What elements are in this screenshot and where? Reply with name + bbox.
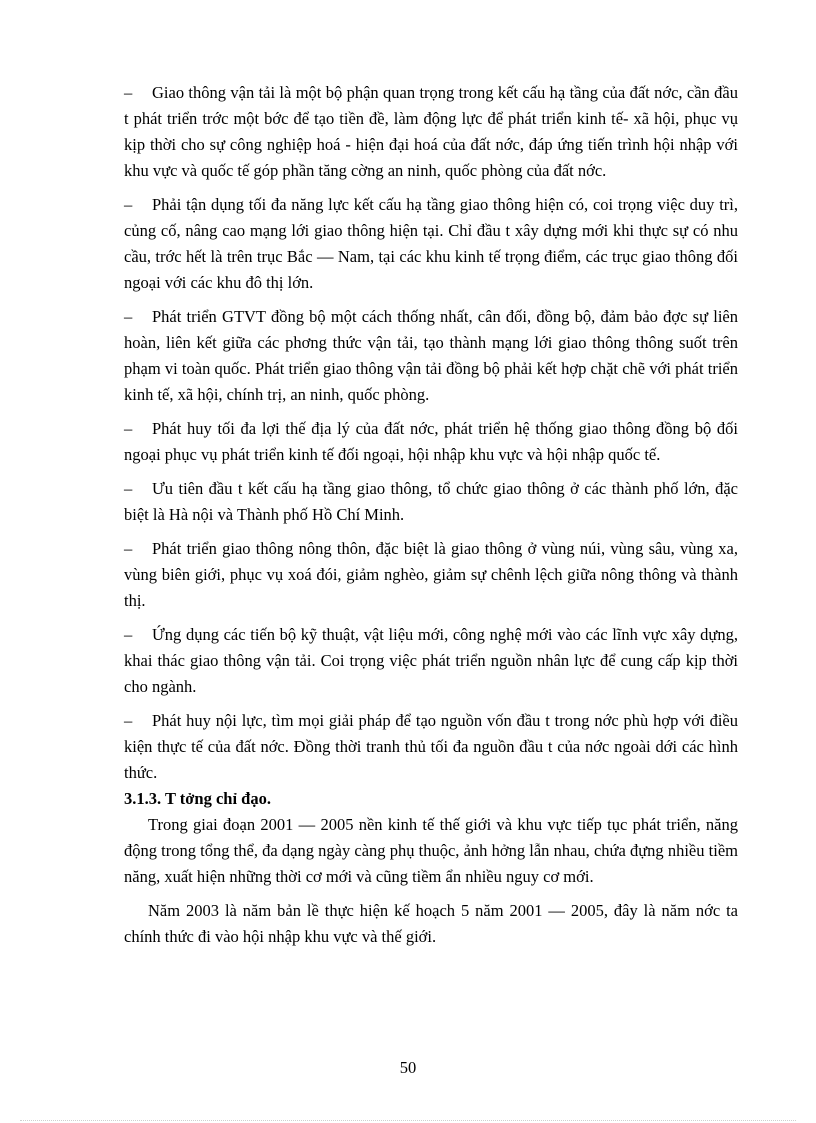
document-page [124,80,738,950]
bullet-item [124,304,738,408]
dash-marker: – [124,479,133,498]
bullet-text: Ứng dụng các tiến bộ kỹ thuật, vật liệu mới, công nghệ mới vào các lĩnh vực xây dựng, khai thác giao thông vận tải. Coi trọng việc phát triển nguồn nhân lực để cung cấp kịp thời cho ngành. [124,625,738,696]
body-paragraph: Năm 2003 là năm bản lề thực hiện kế hoạch 5 năm 2001 — 2005, đây là năm nớc ta chính thức đi vào hội nhập khu vực và thế giới. [124,901,738,946]
section-heading: 3.1.3. T tởng chỉ đạo. [124,789,271,808]
dash-marker: – [124,539,133,558]
bottom-divider [20,1120,796,1121]
bullet-text: Phải tận dụng tối đa năng lực kết cấu hạ tầng giao thông hiện có, coi trọng việc duy trì, củng cố, nâng cao mạng lới giao thông hiện tại. Chỉ đầu t xây dựng mới khi thực sự có nhu cầu, trớc hết là trên trục Bắc — Nam, tại các khu kinh tế trọng điểm, các trục giao thông đối ngoại với các khu đô thị lớn. [124,195,738,292]
dash-marker: – [124,625,133,644]
page-number: 50 [399,1058,417,1077]
bullet-text: Phát triển GTVT đồng bộ một cách thống nhất, cân đối, đồng bộ, đảm bảo đợc sự liên hoàn, liên kết giữa các phơng thức vận tải, tạo thành mạng lới giao thông thông suốt trên phạm vi toàn quốc. Phát triển giao thông vận tải đồng bộ phải kết hợp chặt chẽ với phát triển kinh tế, xã hội, chính trị, an ninh, quốc phòng. [124,307,738,404]
dash-marker: – [124,711,133,730]
dash-marker: – [124,195,133,214]
dash-marker: – [124,307,133,326]
bullet-item [124,80,738,184]
dash-marker: – [124,419,133,438]
bullet-item [124,416,738,468]
bullet-text: Ưu tiên đầu t kết cấu hạ tầng giao thông, tổ chức giao thông ở các thành phố lớn, đặc biệt là Hà nội và Thành phố Hồ Chí Minh. [124,479,738,524]
body-paragraph: Trong giai đoạn 2001 — 2005 nền kinh tế thế giới và khu vực tiếp tục phát triển, năng động trong tổng thể, đa dạng ngày càng phụ thuộc, ảnh hởng lẫn nhau, chứa đựng nhiều tiềm năng, xuất hiện những thời cơ mới và cũng tiềm ẩn nhiều nguy cơ mới. [124,815,738,886]
bullet-item [124,192,738,296]
bullet-item [124,622,738,700]
bullet-text: Phát triển giao thông nông thôn, đặc biệt là giao thông ở vùng núi, vùng sâu, vùng xa, vùng biên giới, phục vụ xoá đói, giảm nghèo, giảm sự chênh lệch giữa nông thông và thành thị. [124,539,738,610]
dash-marker: – [124,83,133,102]
bullet-item [124,708,738,786]
bullet-text: Phát huy tối đa lợi thế địa lý của đất nớc, phát triển hệ thống giao thông đồng bộ đối ngoại phục vụ phát triển kinh tế đối ngoại, hội nhập khu vực và hội nhập quốc tế. [124,419,738,464]
bullet-text: Giao thông vận tải là một bộ phận quan trọng trong kết cấu hạ tầng của đất nớc, cần đầu t phát triển trớc một bớc để tạo tiền đề, làm động lực để phát triển kinh tế- xã hội, phục vụ kịp thời cho sự công nghiệp hoá - hiện đại hoá của đất nớc, đáp ứng tiến trình hội nhập với khu vực và quốc tế góp phần tăng cờng an ninh, quốc phòng của đất nớc. [124,83,738,180]
bullet-item [124,476,738,528]
bullet-text: Phát huy nội lực, tìm mọi giải pháp để tạo nguồn vốn đầu t trong nớc phù hợp với điều kiện thực tế của đất nớc. Đồng thời tranh thủ tối đa nguồn đầu t của nớc ngoài dới các hình thức. [124,711,738,782]
bullet-item [124,536,738,614]
